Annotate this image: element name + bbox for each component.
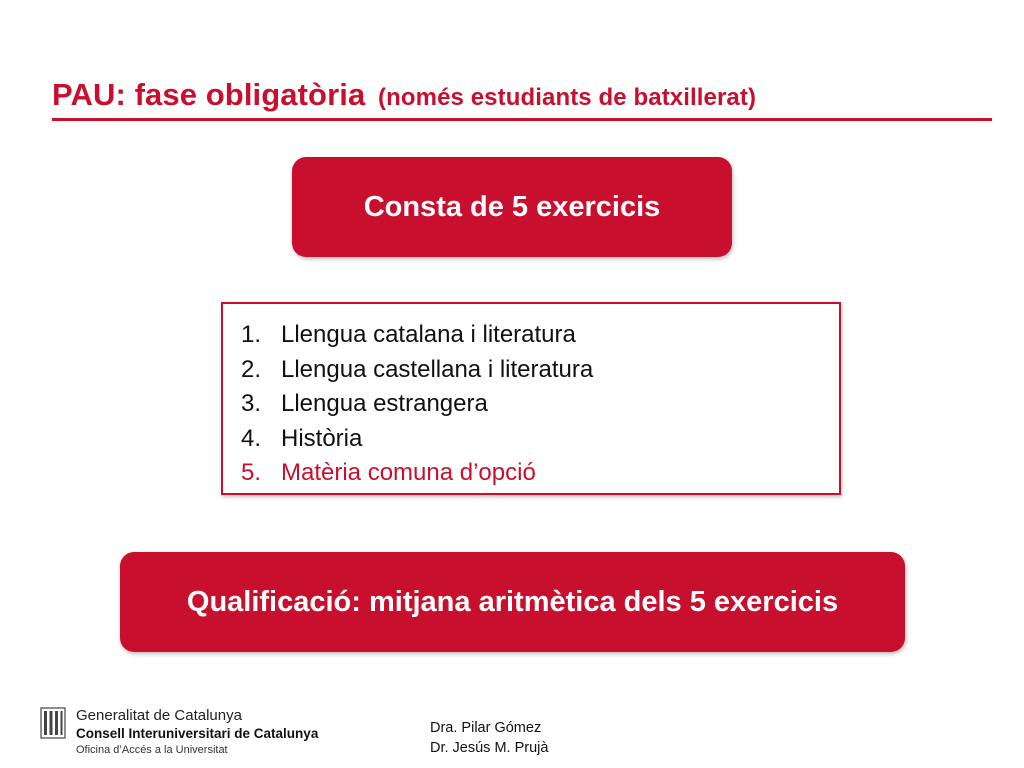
- exercise-number: 2.: [241, 355, 262, 383]
- oficina-name: Oficina d’Accés a la Universitat: [76, 744, 228, 756]
- exercise-label: Història: [281, 424, 363, 452]
- author-name: Dr. Jesús M. Prujà: [430, 740, 549, 756]
- grading-label: Qualificació: mitjana aritmètica dels 5 exercicis: [186, 585, 839, 618]
- author-name: Dra. Pilar Gómez: [430, 720, 542, 736]
- exercise-number: 1.: [241, 321, 262, 348]
- generalitat-emblem-icon: [40, 707, 66, 739]
- slide-title-main: PAU: fase obligatòria: [52, 77, 366, 112]
- generalitat-name: Generalitat de Catalunya: [76, 707, 242, 724]
- exercise-item: [241, 422, 839, 457]
- exercise-label: Llengua catalana i literatura: [281, 321, 576, 348]
- exercise-list-box: [221, 302, 841, 495]
- exercise-item: [241, 387, 839, 422]
- exercise-item: [241, 353, 839, 388]
- institution-logo: [40, 707, 318, 759]
- exercise-item-highlighted: [241, 456, 839, 491]
- exercise-label: Llengua castellana i literatura: [281, 355, 594, 383]
- exercise-label: Llengua estrangera: [281, 390, 488, 417]
- exercise-count-label: Consta de 5 exercicis: [363, 190, 661, 223]
- exercise-label: Matèria comuna d’opció: [281, 459, 536, 486]
- consell-name: Consell Interuniversitari de Catalunya: [76, 726, 319, 741]
- title-divider: [52, 118, 992, 121]
- exercise-count-banner: [292, 157, 732, 257]
- exercise-number: 3.: [241, 390, 262, 417]
- slide-title: [52, 74, 756, 119]
- exercise-item: [241, 318, 839, 353]
- exercise-number: 5.: [241, 459, 262, 486]
- grading-banner: [120, 552, 905, 652]
- institution-text: [76, 707, 318, 759]
- authors-block: [430, 718, 548, 758]
- slide-title-subtitle: (només estudiants de batxillerat): [378, 84, 757, 111]
- exercise-number: 4.: [241, 424, 262, 452]
- exercise-list: [223, 304, 839, 491]
